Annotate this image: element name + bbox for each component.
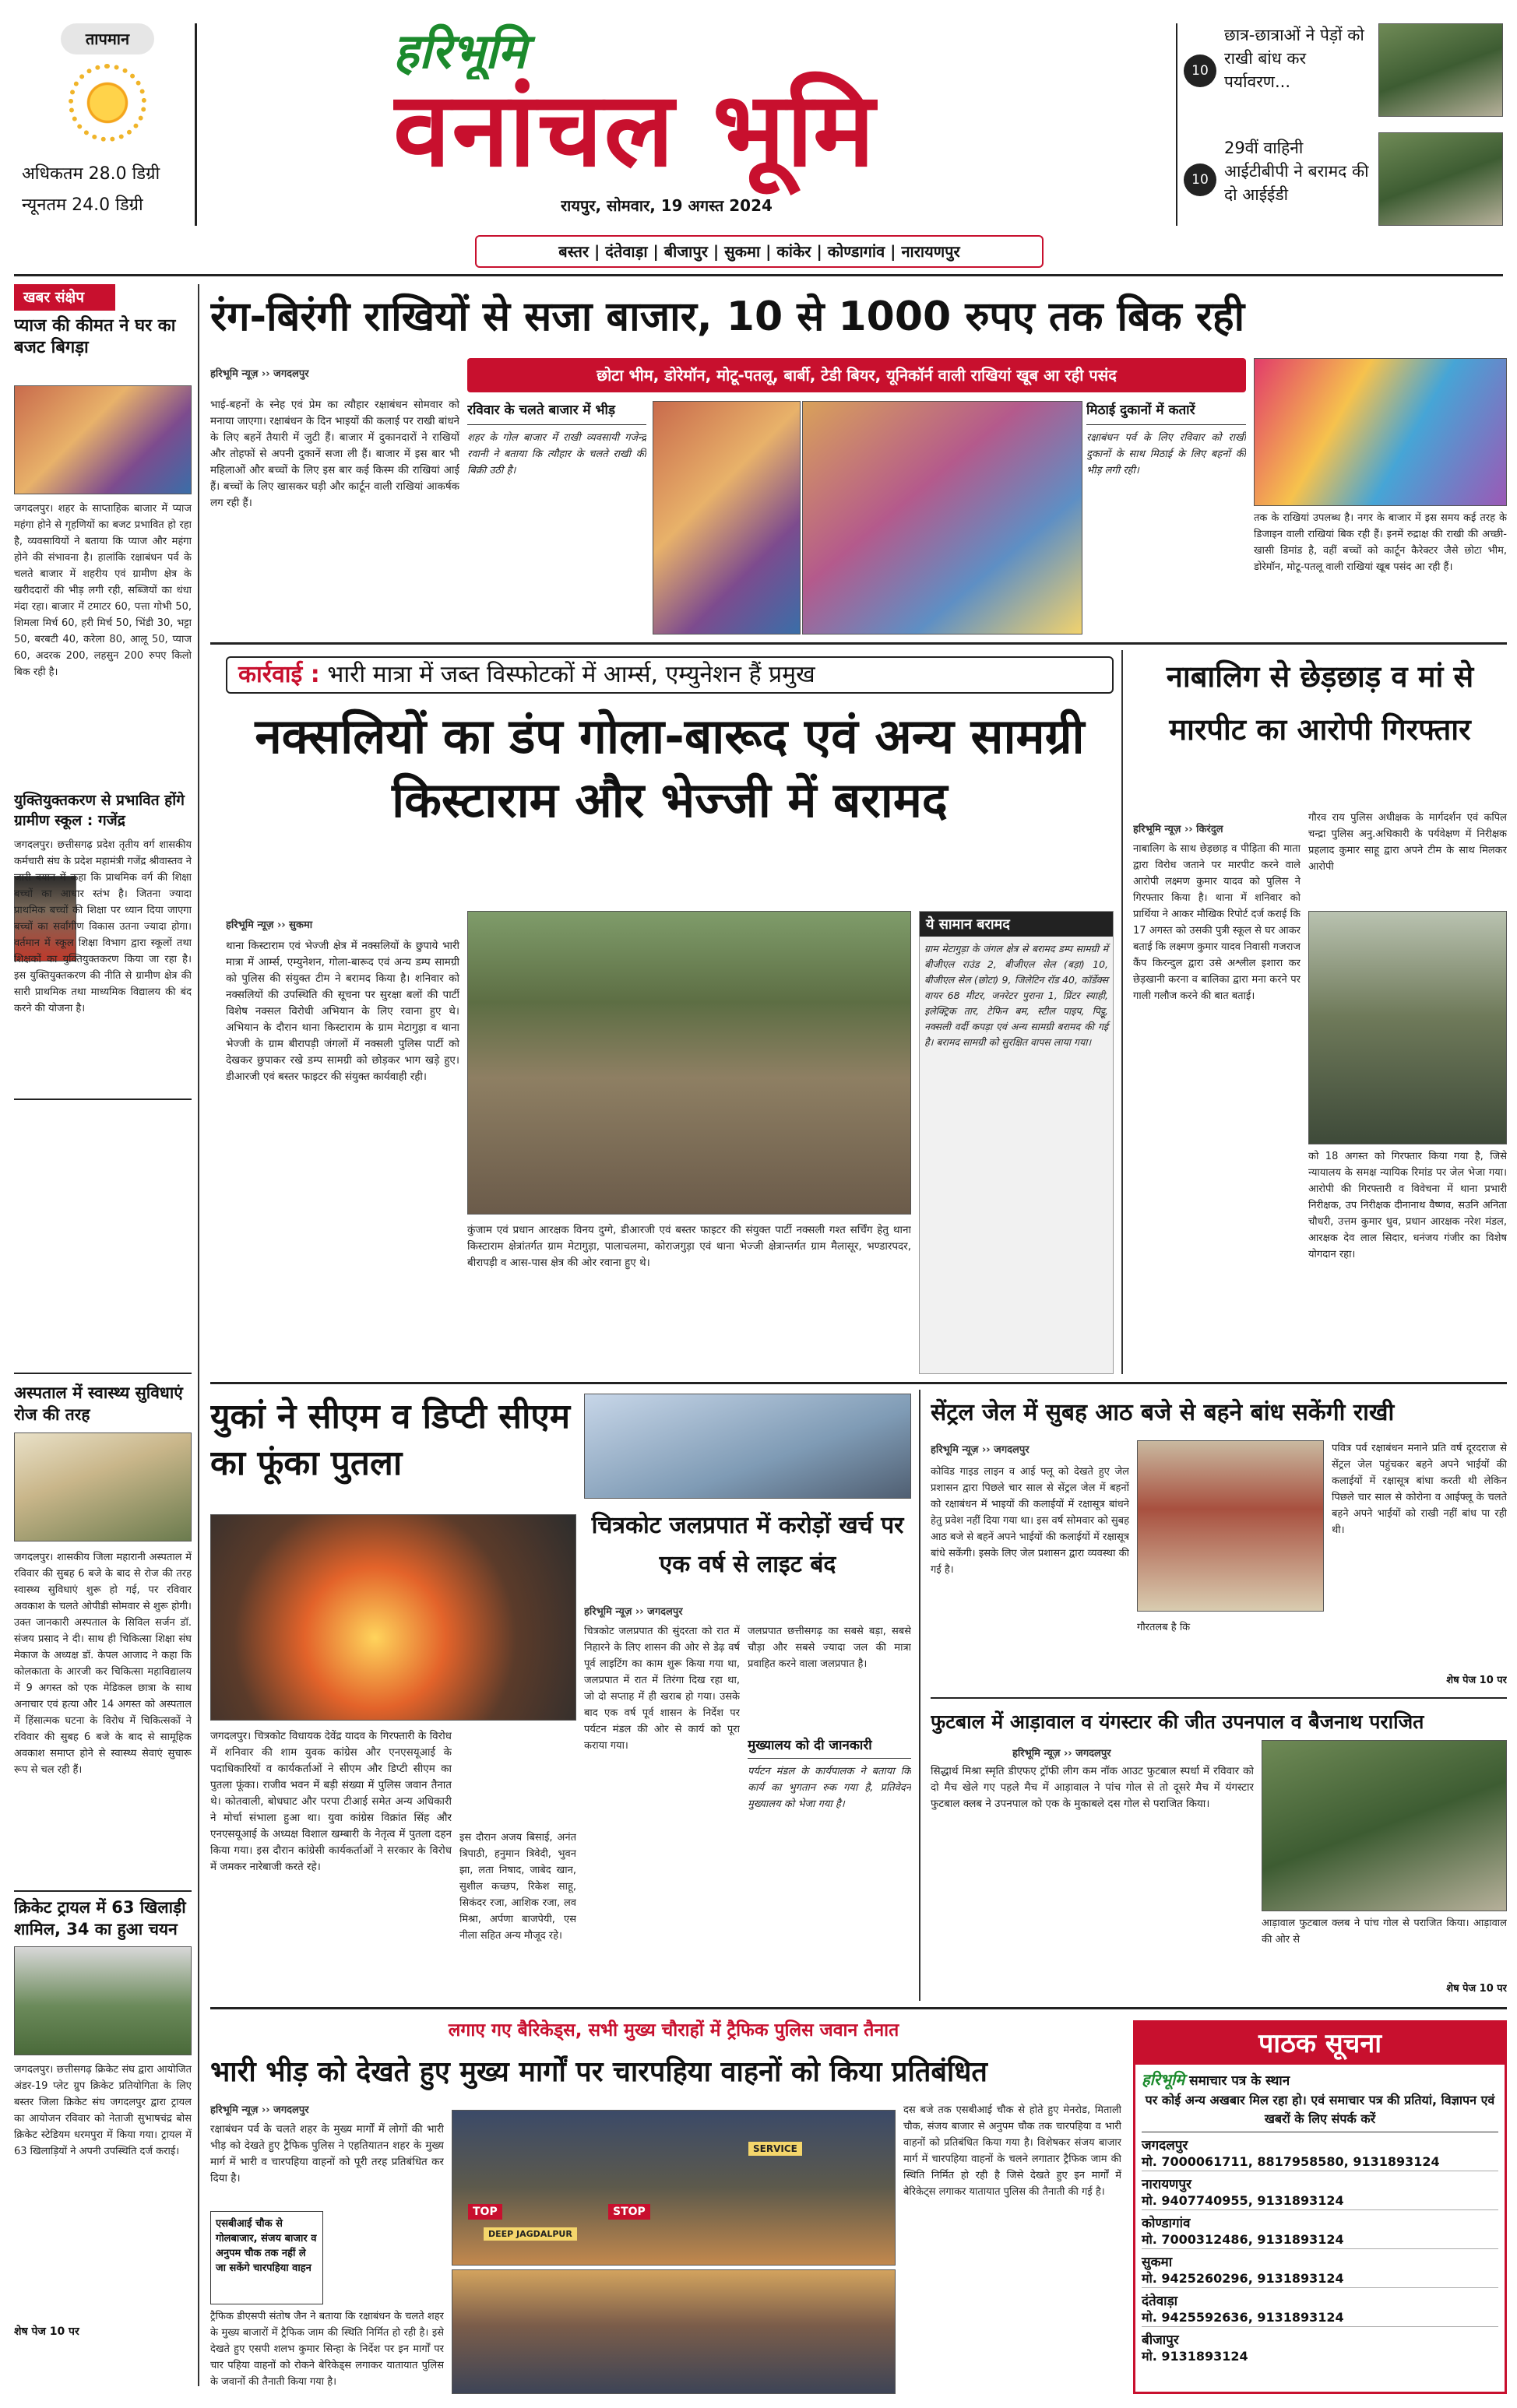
notice-brand: हरिभूमि (1142, 2070, 1185, 2089)
teaser-divider (1176, 23, 1177, 226)
girl-body: नाबालिग के साथ छेड़छाड़ व पीड़िता की माता द्वारा विरोध जताने पर मारपीट करने वाले आरोपी लक्ष्मण कुमार यादव को पुलिस ने गिरफ्तार किया है। थाना में शनिवार को प्रार्थिया ने आकर मौखिक रिपोर्ट दर्ज कराई कि 17 अगस्त को उसकी पुत्री स्कूल से घर आकर बताई कि लक्ष्मण कुमार यादव निवासी गजराज कैंप किरन्दुल द्वारा उसे अश्लील इशारा कर छेड़खानी करना व बालिका द्वारा मना करने पर गाली गलौज करने की बात बताई। (1133, 843, 1301, 1002)
max-temp: अधिकतम 28.0 डिग्री (22, 164, 160, 184)
section-rule (210, 642, 1507, 645)
arrest-photo (1308, 911, 1507, 1144)
rakhi-shop-photo-1 (653, 401, 801, 635)
divider (14, 1890, 192, 1892)
section-rule (210, 1382, 1507, 1384)
dateline: रायपुर, सोमवार, 19 अगस्त 2024 (561, 196, 773, 215)
kicker-text: भारी मात्रा में जब्त विस्फोटकों में आर्म्स, एम्युनेशन हैं प्रमुख (327, 661, 815, 688)
football-body: सिद्धार्थ मिश्रा स्मृति डीएफए ट्रॉफी लीग कम नॉक आउट फुटबाल स्पर्धा में रविवार को दो मैच खेले गए पहले मैच में आड़ावाल ने पांच गोल से तो दूसरे मैच में यंगस्टार फुटबाल क्लब ने उपनपाल को एक के मुकाबले दस गोल से पराजित किया। (931, 1765, 1254, 1810)
onion-market-photo (14, 385, 192, 494)
jump-link[interactable]: शेष पेज 10 पर (14, 2325, 79, 2338)
district-item[interactable]: कांकेर (776, 242, 811, 261)
reader-notice (1133, 2020, 1507, 2394)
sun-rays-icon (69, 64, 146, 142)
jump-link[interactable]: शेष पेज 10 पर (1446, 1983, 1507, 1995)
effigy-photo (210, 1514, 576, 1721)
section-rule (210, 2007, 1507, 2009)
teaser-1-photo (1378, 23, 1503, 117)
contact-numbers[interactable]: मो. 7000312486, 9131893124 (1142, 2231, 1498, 2249)
girl-headline[interactable]: नाबालिग से छेड़छाड़ व मां से मारपीट का आरोपी गिरफ्तार (1166, 659, 1474, 747)
effigy-body-2: इस दौरान अजय बिसाई, अनंत त्रिपाठी, हनुमान त्रिवेदी, भुवन झा, लता निषाद, जाबेद खान, सुशील कच्छप, रिकेश साहू, सिकंदर रजा, आशिक रजा, लव मिश्रा, अर्पणा बाजपेयी, एस नीला सहित अन्य मौजूद रहे। (459, 1832, 576, 1942)
sidebar-item-title: अस्पताल में स्वास्थ्य सुविधाएं रोज की तरह (14, 1383, 183, 1424)
effigy-body: जगदलपुर। चित्रकोट विधायक देवेंद्र यादव के गिरफ्तारी के विरोध में शनिवार की शाम युवक कांग्रेस और एनएसयूआई के पदाधिकारियों व कार्यकर्ताओं ने सीएम और डिप्टी सीएम का पुतला फूंका। राजीव भवन में बड़ी संख्या में पुलिस जवान तैनात थे। कोतवाली, बोधघाट और परपा टीआई समेत अन्य अधिकारी ने मोर्चा संभाला हुआ था। युवा कांग्रेस विक्रांत सिंह और एनएसयूआई के अध्यक्ष विशाल खम्बारी के नेतृत्व में पुतला दहन किया गया। इस दौरान कांग्रेसी कार्यकर्ताओं ने सरकार के विरोध में जमकर नारेबाजी करते रहे। (210, 1730, 452, 1873)
teaser-1[interactable] (1184, 23, 1503, 117)
kicker-label: कार्रवाई : (238, 661, 320, 688)
rakhi-shop-photo-2 (802, 401, 1082, 635)
contact-place: सुकमा (1142, 2255, 1173, 2270)
page-badge: 10 (1184, 54, 1216, 87)
divider (14, 1373, 192, 1374)
traffic-body-3: दस बजे तक एसबीआई चौक से होते हुए मेनरोड, मिताली चौक, संजय बाजार से अनुपम चौक तक चारपहिया व भारी वाहनों को प्रतिबंधित किया गया है। विशेषकर संजय बाजार मार्ग में चारपहिया वाहनों के चलने लगातार ट्रैफिक जाम की स्थिति निर्मित हो रही है जिसे देखते हुए इन मार्गों में बेरिकेट्स लगाकर यातायात पुलिस की तैनाती की गई है। (903, 2104, 1121, 2198)
traffic-byline: हरिभूमि न्यूज़ ›› जगदलपुर (210, 2104, 309, 2116)
sidebar-item-text: जगदलपुर। शासकीय जिला महारानी अस्पताल में रविवार की सुबह 6 बजे के बाद से रोज की तरह स्वास्थ्य सुविधाएं शुरू हो गई, पर रविवार अवकाश के चलते ओपीडी सोमवार से शुरू होगी। उक्त जानकारी अस्पताल के सिविल सर्जन डॉ. संजय प्रसाद ने दी। साथ ही चिकित्सा शिक्षा संघ मेकाज के अध्यक्ष डॉ. केपल आजाद ने कहा कि कोलकाता के आरजी कर चिकित्सा महाविद्यालय में 9 अगस्त को एक मेडिकल छात्रा के साथ अनाचार एवं हत्या और 14 अगस्त को अस्पताल में हिंसात्मक घटना के विरोध में चिकित्सकों ने रविवार की सुबह 6 बजे के बाद से सामूहिक अवकाश समाप्त होने से स्वास्थ्य सेवाएं सुचारू रूप से चल रही हैं। (14, 1552, 192, 1776)
page-badge: 10 (1184, 163, 1216, 196)
rakhi-subhead: छोटा भीम, डोरेमॉन, मोटू-पतलू, बार्बी, टेडी बियर, यूनिकॉर्न वाली राखियां खूब आ रही पसंद (467, 358, 1246, 392)
teaser-2[interactable] (1184, 132, 1503, 226)
contact-numbers[interactable]: मो. 9425260296, 9131893124 (1142, 2270, 1498, 2288)
rakhi-body: भाई-बहनों के स्नेह एवं प्रेम का त्यौहार रक्षाबंधन सोमवार को मनाया जाएगा। रक्षाबंधन के दिन भाइयों की कलाई पर राखी बांधने के लिए बहनें तैयारी में जुटी हैं। बाजार में दुकानदारों ने राखियों और तोहफों से अपनी दुकानें सजा ली हैं। बाजार में इस बार भी महिलाओं और बच्चों के लिए इस बार कई किस्म की राखियां आई हैं। बच्चों के लिए खासकर घड़ी और कार्टून वाली राखियां आकर्षक लग रही हैं। (210, 399, 459, 509)
rakhi-headline[interactable]: रंग-बिरंगी राखियों से सजा बाजार, 10 से 1000 रुपए तक बिक रही (210, 294, 1245, 340)
brand-logo: हरिभूमि (393, 23, 527, 79)
district-item[interactable]: नारायणपुर (901, 242, 960, 261)
football-byline: हरिभूमि न्यूज़ ›› जगदलपुर (1012, 1748, 1111, 1759)
notice-line-2: पर कोई अन्य अखबार मिल रहा हो। एवं समाचार पत्र की प्रतियां, विज्ञापन एवं खबरों के लिए संपर्क करें (1142, 2091, 1498, 2132)
football-headline[interactable]: फुटबाल में आड़ावाल व यंगस्टार की जीत उपनपाल व बैजनाथ पराजित (931, 1710, 1424, 1733)
teaser-1-text: छात्र-छात्राओं ने पेड़ों को राखी बांध कर पर्यावरण... (1224, 26, 1364, 91)
box-text: शहर के गोल बाजार में राखी व्यवसायी गजेन्द्र रवानी ने बताया कि त्यौहार के चलते राखी की बिक्री उठी है। (467, 432, 646, 476)
girl-caption: गौरव राय पुलिस अधीक्षक के मार्गदर्शन एवं कपिल चन्द्रा पुलिस अनु.अधिकारी के पर्यवेक्षण में निरीक्षक प्रहलाद कुमार साहू द्वारा अपने टीम के साथ मिलकर आरोपी (1308, 812, 1507, 873)
notice-line-1: समाचार पत्र के स्थान (1189, 2073, 1290, 2089)
masthead-title: वनांचल भूमि (393, 70, 877, 190)
district-item[interactable]: सुकमा (724, 242, 761, 261)
box-title: रविवार के चलते बाजार में भीड़ (467, 401, 646, 425)
teaser-2-photo (1378, 132, 1503, 226)
traffic-quote: एसबीआई चौक से गोलबाजार, संजय बाजार व अनुपम चौक तक नहीं ले जा सकेंगे चारपहिया वाहन (210, 2211, 323, 2304)
rakhi-display-photo (1254, 358, 1507, 506)
contact-numbers[interactable]: मो. 9407740955, 9131893124 (1142, 2192, 1498, 2210)
chitrakot-headline[interactable]: चित्रकोट जलप्रपात में करोड़ों खर्च पर एक वर्ष से लाइट बंद (591, 1512, 904, 1578)
teaser-2-text: 29वीं वाहिनी आईटीबीपी ने बरामद की दो आईईडी (1224, 139, 1369, 204)
football-photo (1262, 1740, 1507, 1911)
traffic-body: रक्षाबंधन पर्व के चलते शहर के मुख्य मार्गों में लोगों की भारी भीड़ को देखते हुए ट्रैफिक पुलिस ने एहतियातन शहर के मुख्य मार्ग में भारी व चारपहिया वाहनों को पूरी तरह प्रतिबंधित कर दिया है। (210, 2123, 444, 2185)
box-title: ये सामान बरामद (920, 912, 1113, 937)
chitrakot-box (748, 1736, 911, 2001)
contact-place: दंतेवाड़ा (1142, 2294, 1178, 2309)
district-item[interactable]: बीजापुर (663, 242, 708, 261)
effigy-headline[interactable]: युकां ने सीएम व डिप्टी सीएम का फूंका पुतला (210, 1397, 571, 1483)
box-text: पर्यटन मंडल के कार्यपालक ने बताया कि कार्य का भुगतान रुक गया है, प्रतिवेदन मुख्यालय को भेजा गया है। (748, 1766, 911, 1810)
hospital-photo (14, 1432, 192, 1541)
jail-byline: हरिभूमि न्यूज़ ›› जगदलपुर (931, 1444, 1030, 1456)
district-bar: बस्तर | दंतेवाड़ा | बीजापुर | सुकमा | कांकेर | कोण्डागांव | नारायणपुर (475, 235, 1044, 268)
rakhi-box-2 (1086, 401, 1246, 635)
traffic-headline[interactable]: भारी भीड़ को देखते हुए मुख्य मार्गों पर चारपहिया वाहनों को किया प्रतिबंधित (210, 2056, 987, 2088)
naxal-byline: हरिभूमि न्यूज़ ›› सुकमा (226, 919, 313, 931)
contact-numbers[interactable]: मो. 9425592636, 9131893124 (1142, 2309, 1498, 2327)
jail-body: कोविड गाइड लाइन व आई फ्लू को देखते हुए जेल प्रशासन द्वारा पिछले चार साल से सेंट्रल जेल में बहनों को रक्षाबंधन में भाइयों की कलाईयों में रक्षासूत्र बांधने हेतु प्रवेश नहीं दिया गया था। इस वर्ष सोमवार को सुबह आठ बजे से बहनें अपने भाईयों की कलाईयों में रक्षासूत्र बांधे सकेंगी। इसके लिए जेल प्रशासन द्वारा व्यवस्था की गई है। (931, 1466, 1129, 1576)
sidebar-item-title: प्याज की कीमत ने घर का बजट बिगड़ा (14, 316, 176, 357)
sidebar-column-rule (198, 284, 199, 2386)
box-text: ग्राम मेटागुड़ा के जंगल क्षेत्र से बरामद डम्प सामग्री में बीजीएल राउंड 2, बीजीएल सेल (बड़ा) 10, बीजीएल सेल (छोटा) 9, जिलेटिन रॉड 40, कॉर्डेक्स वायर 68 मीटर, जनरेटर पुराना 1, प्रिंटर स्याही, इलेक्ट्रिक तार, टेफिन बम, स्टील पाइप, पिट्ठू, नक्सली वर्दी कपड़ा एवं अन्य सामग्री बरामद की गई है। बरामद सामग्री को सुरक्षित वापस लाया गया। (924, 943, 1108, 1048)
weather-box (14, 17, 192, 235)
contact-place: कोण्डागांव (1142, 2216, 1191, 2231)
contact-place: बीजापुर (1142, 2332, 1179, 2348)
traffic-crowd-photo (452, 2269, 896, 2394)
sign-text: SERVICE (748, 2142, 802, 2156)
naxal-body: थाना किस्टाराम एवं भेज्जी क्षेत्र में नक्सलियों के छुपाये भारी मात्रा में आर्म्स, एम्युनेशन, गोला-बारूद एवं अन्य डम्प सामग्री को पुलिस की संयुक्त टीम ने बरामद किया है। शनिवार को नक्सलियों की उपस्थिति की सूचना पर सुरक्षा बलों की पार्टी विशेष नक्सल विरोधी अभियान के लिए रवाना हुए थे। अभियान के दौरान थाना किस्टाराम के ग्राम मेटागुड़ा व थाना भेज्जी के ग्राम बीरापड़ी जंगलों में नक्सली पुलिस पार्टी को देखकर छुपाकर रखे डम्प सामग्री को छोड़कर भाग खड़े हुए। डीआरजी एवं बस्तर फाइटर की संयुक्त कार्यवाही रही। (226, 940, 459, 1083)
sidebar-item-text: जगदलपुर। छत्तीसगढ़ क्रिकेट संघ द्वारा आयोजित अंडर-19 प्लेट ग्रुप क्रिकेट प्रतियोगिता के लिए बस्तर जिला क्रिकेट संघ जगदलपुर द्वारा ट्रायल का आयोजन रविवार को नेताजी सुभाषचंद्र बोस क्रिकेट स्टेडियम धरमपुरा में किया गया। ट्रायल में 63 खिलाड़ियों ने अपनी उपस्थिति दर्ज कराई। (14, 2064, 192, 2157)
traffic-kicker: लगाए गए बैरिकेड्स, सभी मुख्य चौराहों में ट्रैफिक पुलिस जवान तैनात (448, 2020, 899, 2041)
rakhi-right-text: तक के राखियां उपलब्ध है। नगर के बाजार में इस समय कई तरह के डिजाइन वाली राखियां बिक रही हैं। इनमें रुद्राक्ष की राखी की अच्छी-खासी डिमांड है, वहीं बच्चों को कार्टून कैरेक्टर जैसे छोटा भीम, डोरेमॉन, मोटू-पतलू वाली राखियां खूब पसंद आ रही हैं। (1254, 512, 1507, 573)
district-item[interactable]: कोण्डागांव (827, 242, 885, 261)
jump-link[interactable]: शेष पेज 10 पर (1446, 1675, 1507, 1686)
football-caption: आड़ावाल फुटबाल क्लब ने पांच गोल से पराजित किया। आड़ावाल की ओर से (1262, 1918, 1507, 1946)
jail-caption: गौरतलब है कि (1137, 1622, 1191, 1633)
jail-headline[interactable]: सेंट्रल जेल में सुबह आठ बजे से बहने बांध सकेंगी राखी (931, 1399, 1395, 1426)
naxal-headline[interactable]: नक्सलियों का डंप गोला-बारूद एवं अन्य सामग्री किस्टाराम और भेज्जी में बरामद (255, 708, 1085, 828)
column-rule (919, 1390, 920, 2001)
seized-items-photo (467, 911, 911, 1215)
sidebar-label: खबर संक्षेप (14, 284, 115, 311)
contact-place: नारायणपुर (1142, 2177, 1191, 2192)
naxal-kicker (226, 656, 1114, 694)
weather-label: तापमान (61, 23, 154, 54)
sign-text: STOP (608, 2204, 650, 2220)
sidebar-item-text: जगदलपुर। छत्तीसगढ़ प्रदेश तृतीय वर्ग शासकीय कर्मचारी संघ के प्रदेश महामंत्री गजेंद्र श्रीवास्तव ने जारी बयान में कहा कि प्राथमिक वर्ग की शिक्षा बच्चों का आधार स्तंभ है। जितना ज्यादा प्राथमिक बच्चों की शिक्षा पर ध्यान दिया जाएगा बच्चों का सर्वांगीण विकास उतना ज्यादा होगा। वर्तमान में स्कूल शिक्षा विभाग द्वारा स्कूलों तथा शिक्षकों का युक्तियुक्तकरण किया जा रहा है। इस युक्तियुक्तकरण की नीति से ग्रामीण क्षेत्र की सारी प्राथमिक तथा माध्यमिक विद्यालय की बंद करने की योजना है। (14, 839, 192, 1014)
rakhi-byline: हरिभूमि न्यूज़ ›› जगदलपुर (210, 368, 309, 380)
notice-title: पाठक सूचना (1135, 2023, 1505, 2065)
girl-body-2: को 18 अगस्त को गिरफ्तार किया गया है, जिसे न्यायालय के समक्ष न्यायिक रिमांड पर जेल भेजा गया। आरोपी की गिरफ्तारी व विवेचना में थाना प्रभारी निरीक्षक, उप निरीक्षक दीनानाथ वैष्णव, सउनि अनिता चौधरी, उत्तम कुमार धुव, प्रधान आरक्षक नरेश मंडल, आरक्षक देव लाल सिदार, धनंजय गंजीर का विशेष योगदान रहा। (1308, 1151, 1507, 1260)
contact-numbers[interactable]: मो. 9131893124 (1142, 2349, 1248, 2364)
sidebar-item-text: जगदलपुर। शहर के साप्ताहिक बाजार में प्याज महंगा होने से गृहणियों का बजट प्रभावित हो रहा है, व्यवसायियों ने बताया कि प्याज और महंगा होने की संभावना है। हालांकि रक्षाबंधन पर्व के चलते बाजार में शहरीय एवं ग्रामीण क्षेत्र के खरीददारों की भीड़ लगी रही, सब्जियों का धंधा मंदा रहा। बाजार में टमाटर 60, पत्ता गोभी 50, शिमला मिर्च 60, हरी मिर्च 50, भिंडी 30, भट्टा 50, बरबटी 40, करेला 80, आलू 50, प्याज 60, अदरक 200, लहसुन 200 रुपए किलो बिक रही है। (14, 503, 192, 678)
column-rule (1121, 650, 1123, 1374)
contact-numbers[interactable]: मो. 7000061711, 8817958580, 9131893124 (1142, 2153, 1498, 2171)
masthead-rule (14, 274, 1503, 276)
chitrakot-body-2: जलप्रपात छत्तीसगढ़ का सबसे बड़ा, सबसे चौड़ा और सबसे ज्यादा जल की मात्रा प्रवाहित करने वाला जलप्रपात है। (748, 1626, 911, 1670)
sidebar-item-title: क्रिकेट ट्रायल में 63 खिलाड़ी शामिल, 34 का हुआ चयन (14, 1898, 186, 1939)
district-item[interactable]: दंतेवाड़ा (605, 242, 648, 261)
chitrakot-byline: हरिभूमि न्यूज़ ›› जगदलपुर (584, 1606, 683, 1618)
box-text: रक्षाबंधन पर्व के लिए रविवार को राखी दुकानों के साथ मिठाई के लिए बहनों की भीड़ लगी रही। (1086, 432, 1246, 476)
sidebar-item-title: युक्तियुक्तकरण से प्रभावित होंगे ग्रामीण स्कूल : गजेंद्र (14, 792, 185, 829)
contact-place: जगदलपुर (1142, 2138, 1188, 2153)
jail-body-2: पवित्र पर्व रक्षाबंधन मनाने प्रति वर्ष दूरदराज से सेंट्रल जेल पहुंचकर बहने अपने भाईयों की कलाईयों में रक्षासूत्र बांधा करती थी लेकिन पिछले चार साल से कोरोना व आईफ्लू के चलते बहने अपने भाईयों को राखी नहीं बांध पा रही थी। (1332, 1443, 1507, 1536)
seized-box (919, 911, 1114, 1374)
rakhi-box-1 (467, 401, 646, 635)
naxal-body-2: कुंजाम एवं प्रधान आरक्षक विनय दुग्गे, डीआरजी एवं बस्तर फाइटर की संयुक्त पार्टी नक्सली गश्त सर्चिंग हेतु थाना किस्टाराम क्षेत्रांतर्गत ग्राम मेटागुड़ा, पालाचलमा, कोराजगुड़ा एवं थाना भेज्जी क्षेत्रान्तर्गत ग्राम मैलासूर, भण्डारपदर, बीरापड़ी व आस-पास क्षेत्र की ओर रवाना हुए थे। (467, 1224, 911, 1269)
box-title: मिठाई दुकानों में कतारें (1086, 401, 1246, 425)
cricket-photo (14, 1946, 192, 2055)
min-temp: न्यूनतम 24.0 डिग्री (22, 195, 143, 215)
chitrakot-body: चित्रकोट जलप्रपात की सुंदरता को रात में निहारने के लिए शासन की ओर से डेढ़ वर्ष पूर्व लाइटिंग का काम शुरू किया गया था, जलप्रपात में रात में तिरंगा दिख रहा था, जो दो सप्ताह में ही खराब हो गया। उसके बाद एक वर्ष पूर्व शासन के निर्देश पर पर्यटन मंडल की ओर से कार्य को पूरा कराया गया। (584, 1626, 740, 1752)
box-title: मुख्यालय को दी जानकारी (748, 1736, 911, 1759)
district-item[interactable]: बस्तर (558, 242, 590, 261)
section-rule (931, 1697, 1507, 1699)
weather-divider (195, 23, 197, 226)
traffic-barricade-photo (452, 2110, 896, 2266)
sign-text: DEEP JAGDALPUR (484, 2227, 577, 2241)
jail-gate-photo (1137, 1440, 1324, 1612)
girl-byline: हरिभूमि न्यूज़ ›› किरंदुल (1133, 824, 1223, 835)
traffic-body-2: ट्रैफिक डीएसपी संतोष जैन ने बताया कि रक्षाबंधन के चलते शहर के मुख्य बाजारों में ट्रैफिक जाम की स्थिति निर्मित हो रही है। इसे देखते हुए एसपी शलभ कुमार सिन्हा के निर्देश पर इन मार्गों पर चार पहिया वाहनों को रोकने बेरिकेड्स लगाकर यातायात पुलिस के जवानों की तैनाती किया गया है। (210, 2311, 444, 2388)
sign-text: TOP (468, 2204, 502, 2220)
waterfall-lights-photo (584, 1394, 911, 1499)
